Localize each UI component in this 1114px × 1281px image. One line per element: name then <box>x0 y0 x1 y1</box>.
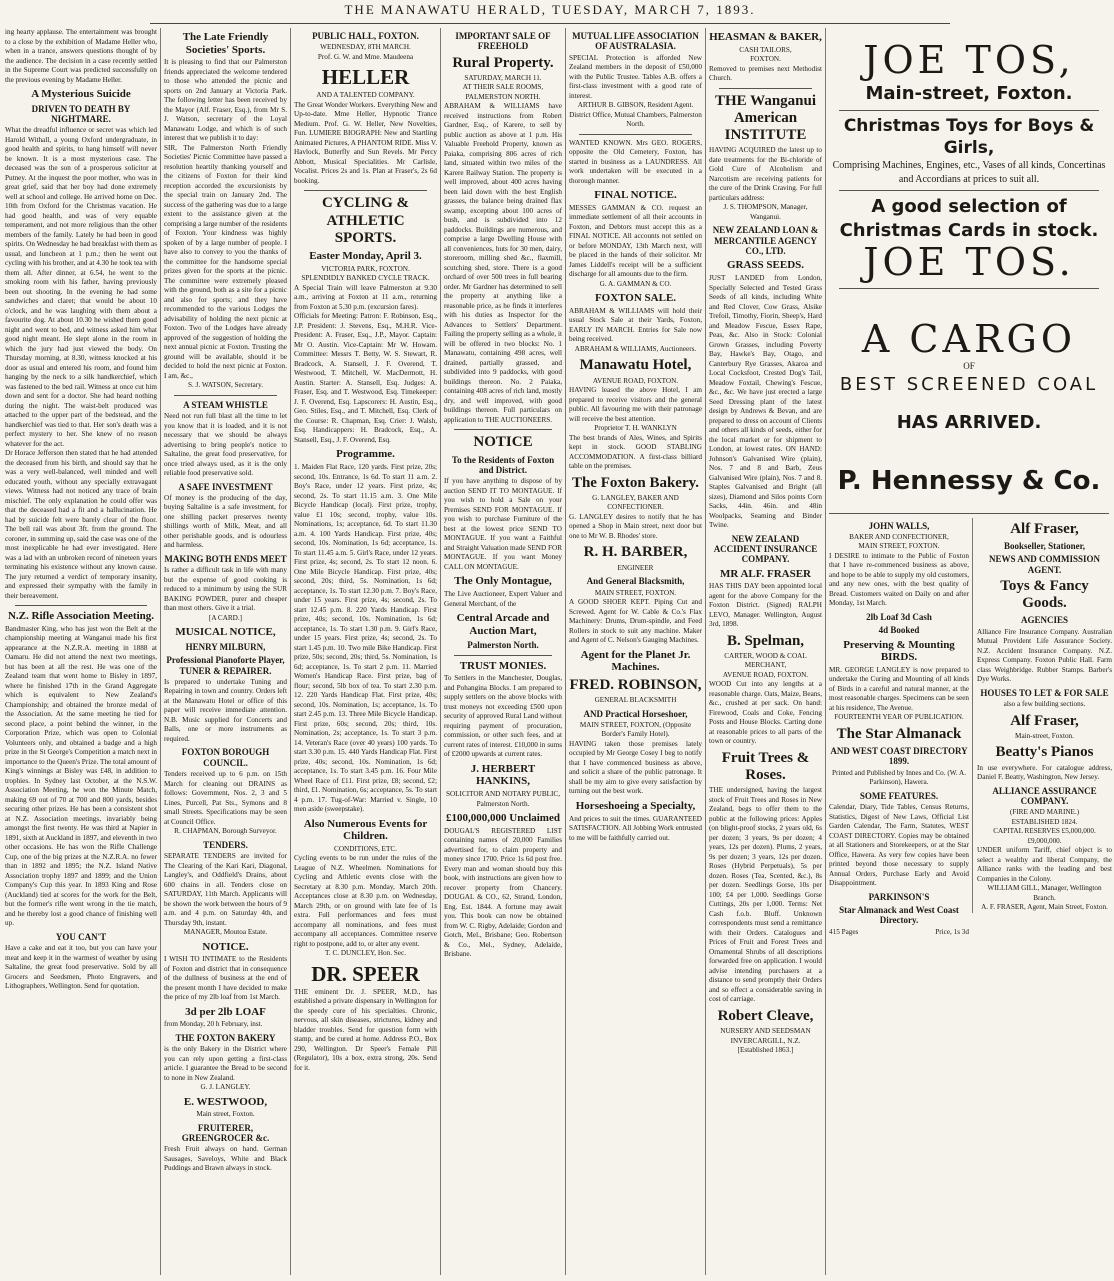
ad-title: Rural Property. <box>452 54 554 71</box>
ad-title: Toys & Fancy Goods. <box>1000 577 1089 612</box>
ad-heading: MUTUAL LIFE ASSOCIATION OF AUSTRALASIA. <box>572 31 699 52</box>
signature: ABRAHAM & WILLIAMS, Auctioneers. <box>574 344 697 353</box>
bread-price: 3d per 2lb LOAF <box>185 1005 266 1018</box>
article-heading: A Mysterious Suicide <box>31 88 131 100</box>
ad-title: CYCLING & ATHLETIC SPORTS. <box>321 195 410 246</box>
ad-body: THE eminent Dr. J. SPEER, M.D., has established a private dispensary in Wellington for the speedy cure of his specialties. Chronic, nervous, all skin diseases, strictures, kidney and bladder troubles. Send for question form with stamp, and be cured at home. Address P.O., Box 290, Wellington. Dr Speer's Female Pill (Regulator), 10s a box, extra strong, 20s. Send for it. <box>294 987 437 1072</box>
signature: A. F. FRASER, Agent, Main Street, Foxton. <box>981 903 1108 912</box>
divider <box>15 605 147 606</box>
column-1 <box>2 28 160 1275</box>
ad-subheading: THE FOXTON BAKERY <box>175 1032 276 1043</box>
ad-price: 4d Booked <box>878 625 920 636</box>
ad-subheading: Main street, Foxton. <box>196 1110 255 1119</box>
ad-heading: TRUST MONIES. <box>459 659 547 672</box>
signature: S. J. WATSON, Secretary. <box>187 381 264 390</box>
ad-body: To Settlers in the Manchester, Douglas, and Pohangina Blocks. I am prepared to supply settlers on the above blocks with trust moneys not exceeding £500 upon security of approved Rural Land without requiring payment of procuration, commission, or other such fees, and at current rates of interest. £10,000 in sums of £2000 upwards at current rates. <box>444 674 562 759</box>
ad-heading: MUSICAL NOTICE, <box>175 626 276 639</box>
ad-title: DR. SPEER <box>311 961 420 986</box>
ad-title: B. Spelman, <box>726 632 805 649</box>
signature: ARTHUR B. GIBSON, Resident Agent. District Office, Mutual Chambers, Palmerston North. <box>569 101 702 129</box>
ad-body: SEPARATE TENDERS are invited for The Clearing of the Kari Kari, Diagonal, Langley's, and Oddfield's Drains, about 600 chains in all. Tenders close on SATURDAY, 11th March. Applicants will be shown the work between the hours of 9 a.m. and 4 p.m. on Saturday 4th, and Thursday 9th, instant. <box>164 852 287 927</box>
ad-title: NOTICE <box>473 434 533 451</box>
ad-body: JUST LANDED from London, Specially Selected and Tested Grass Seeds of all kinds, including White and Red Clover, Cow Grass, Alsike Trefoil, Timothy, Fiorin, Sheep's, Hard and Meadow Fescue, Essex Rape, Peas, &c. Also in Stock: Colonial Grown Grasses, including Poverty Bay, Hawke's Bay, Otago, and Canterbury Rye Grasses, Akaroa and Local Cocksfoot, Crested Dog's Tail, Meadow Foxtail, Chewing's Fescue, &c., &c. We have just erected a large Seed Dressing plant of the latest design by Andrews & Bevan, and are prepared to dress on account of Clients and others all kinds of seeds, either for the local market or for shipment to London, at lowest rates. ON HAND: Johnson's Galvanised Wire (plain), Nos. 7 and 8 and Barb, Zeus Galvanised Wire (plain), Nos. 7 and 8. Staples Galvanised and Bright (all sizes), Diamond and Silos points Corn Sacks, 44in. 46in. and 48in Woolpacks, Seaming and Binder Twine. <box>709 274 822 530</box>
ad-body: DOUGAL'S REGISTERED LIST containing names of 20,000 Families advertised for, to claim property and money since 1700. Price 1s 6d post free. Every man and woman should buy this book, with instructions are given how to recover property from Chancery. DOUGAL & CO., 62, Strand, London, Eng. Est. 1844. A fortune may await you. This book can now be obtained from W. C. Rigby, Adelaide; Gordon and Gotch, Mel., Brisbane; Geo. Robertson & Co., Mel., Sydney, Adelaide, Brisbane. <box>444 826 562 959</box>
divider <box>719 88 812 89</box>
ad-body: HAVING taken those premises lately occupied by Mr George Cosey I beg to notify that I have commenced business as above, and solicit a share of the public patronage. It shall be my aim to give every satisfaction by turning out the best work. <box>569 739 702 796</box>
ad-body: WANTED KNOWN. Mrs GEO. ROGERS, opposite the Old Cemetery, Foxton, has started in business as a LAUNDRESS. All work undertaken will be executed in a thorough manner. <box>569 138 702 185</box>
arrived-heading: HAS ARRIVED. <box>896 411 1042 433</box>
ad-title: Robert Cleave, <box>717 1007 814 1024</box>
ad-footer <box>829 928 969 938</box>
ad-title: R. H. BARBER, <box>583 544 688 561</box>
ad-body: Alliance Fire Insurance Company. Australian Mutual Provident Life Assurance Society. N.Z. Accident Insurance Company. N.Z. Express Company. Foxton Public Hall. Farm class Weighbridge. Rubber Stamps. Barber's Dye Works. <box>977 627 1112 684</box>
ad-subheading: SOLICITOR AND NOTARY PUBLIC, Palmerston North. <box>445 790 561 808</box>
ad-heading: YOU CAN'T <box>55 931 107 942</box>
ad-subheading: FOXTON. <box>750 55 781 64</box>
ad-body: HAS THIS DAY been appointed local agent for the above Company for the Foxton District. (Signed) RALPH LEVO, Manager. Wellington, August 3rd, 1898. <box>709 582 822 629</box>
divider <box>304 190 427 191</box>
column-7 <box>825 28 1112 1275</box>
ad-body: Is rather a difficult task in life with many but the expense of good cooking is reduced to a minimum by using the SUR BAKING POWDER, purer and cheaper than most others. Give it a trial. <box>164 566 287 613</box>
cargo-title: A CARGO <box>861 317 1077 362</box>
ad-subheading: MAIN STREET, FOXTON, (Opposite Border's Family Hotel). <box>579 720 692 739</box>
ad-subheading: G. LANGLEY, BAKER AND CONFECTIONER. <box>592 493 679 512</box>
ad-title: Alf Fraser, <box>1010 520 1079 537</box>
article-body: SIR, The Palmerston North Friendly Societies' Picnic Committee have passed a resolution heartily thanking yourself and the citizens of Foxton for their kind reception accorded the excursionists by the special train on January 2nd. The success of the gathering was due to a large extent to the assistance given at the comprising a large number of the residents of Foxton. Your kindness was highly spoken of by a large number of people. I have also to convey to you the thanks of the committee for the handsome special prizes given for the sports at the picnic. The committee were extremely pleased with the ground, both as a site for a picnic and also for sports; and they have recommended to the various Lodges the advisability of holding the next picnic at Foxton. Two of the Lodges have already approved of the suggestion of holding the next annual picnic at Foxton. Trusting the ground will be available, should it be decided to hold the next picnic at Foxton. I am, &c., <box>164 143 287 380</box>
ad-subheading: AVENUE ROAD, FOXTON. <box>722 670 809 679</box>
ad-body: And prices to suit the times. GUARANTEED SATISFACTION. All Jobbing Work entrusted to me will be faithfully carried out. <box>569 814 702 842</box>
ad-title: HEASMAN & BAKER, <box>709 31 822 43</box>
column-3 <box>290 28 440 1275</box>
ad-heading: FOXTON SALE. <box>594 292 677 305</box>
ad-heading: FINAL NOTICE. <box>594 189 677 202</box>
ad-subheading: Palmerston North. <box>467 640 539 651</box>
ad-heading: TENDERS. <box>203 839 248 850</box>
ad-body: HAVING leased the above Hotel, I am prepared to receive visitors and the general public. All favouring me with their patronage will receive the best attention. <box>569 386 702 423</box>
ad-price: 2lb Loaf 3d Cash <box>866 611 932 622</box>
ad-subheading: Prof. G. W. and Mme. Maudeena <box>317 52 414 61</box>
ad-subheading: also a few building sections. <box>1003 700 1086 709</box>
ad-heading: Horseshoeing a Specialty, <box>575 799 696 812</box>
ad-body: If you have anything to dispose of by auction SEND IT TO MONTAGUE. If you wish to hold a Sale on your Premises SEND FOR MONTAGUE. If you wish to purchase Furniture of the best at the lowest price SEND TO MONTAGUE. If you want a Faithful and Straight Valuation made SEND FOR MONTAGUE. If you want Money CALL ON MONTAGUE. <box>444 477 562 571</box>
ad-body: THE undersigned, having the largest stock of Fruit Trees and Roses in New Zealand, begs to offer them to the public at the following prices: Apples (on blight-proof stocks, 2 years old, 6s per dozen; 3 years, 9s per dozen; 4 years, 12s per dozen). Plums, 2 years, 9s per dozen; 3 years, 12s per dozen. Roses (Hybrid Perpetuals), 5s per dozen. Roses (Tea, Scented, &c.), 8s per dozen. Seedlings Gorse, 10s per 100; £4 per 1,000. Seedlings Gorse Cuttings, 20s per 1,000. Terms: Net Cash f.o.b. Bluff. Unknown correspondents must send a remittance with their Orders. Catalogues and Prices of Fruit and Forest Trees and Ornamental Shrubs of all descriptions forwarded free on application. I would advise intending purchasers at a distance to send promptly their Orders and so effect a considerable saving in cost of carriage. <box>709 786 822 1004</box>
ad-heading: The Only Montague, <box>454 575 552 588</box>
ad-subheading: MR ALF. FRASER <box>720 567 811 580</box>
ad-title: THE Wanganui American INSTITUTE <box>714 92 817 144</box>
signature: MANAGER, Moutoa Estate. <box>183 928 268 937</box>
ad-title: The Foxton Bakery. <box>571 474 700 491</box>
ad-heading: J. HERBERT HANKINS, <box>470 762 536 788</box>
ad-body: The Great Wonder Workers. Everything New and Up-to-date. Mme Heller, Hypnotic Trance Medium. Prof. G. W. Heller, New Novelties, Fun. LUMIERE BIOGRAPH: New and Startling Animated Pictures, A PHANTOM RIDE. Miss V. Havlock, Butterfly and Sun Revels. Mr Percy Abbott, Musical Specialities. Mr Carlisle, Vocalist. Prices 2s and 1s. Plan at Fraser's, 2s 6d booking. <box>294 100 437 185</box>
ad-body: WOOD Cut into any lengths at a reasonable charge. Oats, Maize, Beans, &c., crushed at per sack. On hand: Firewood, Coals and Coke, Fencing Posts and House Blocks. Carting done at reasonable prices to all parts of the town or country. <box>709 680 822 746</box>
ad-heading: Programme. <box>336 448 395 461</box>
article-body: What the dreadful influence or secret was which led Harold Withall, a young Oxford undergraduate, in good health and spirits, to hang himself will never be known. It is a most mysterious case. The deceased was the son of a prosperous solicitor at Putney. At the inquest the poor mother, who was in great grief, said that her boy had done extremely well at school and college. He arrived home on Dec. 10th from Oxford for the Christmas vacation. He had good health, and was of very equable temperament, and not more religious than the other members of the family. Lately he had been in good spirits. On Wednesday he had breakfast with them as usual, and luncheon at 1 p.m.; then he went out cycling with his brother, and at 4.30 he took tea with them all. After dinner, at 6.54, he went to the smoking room with his father, having previously been out shooting. In the evening he had some sandwiches and claret; that would be about 10 o'clock, and he was laughing with them about a favourite dog. At about 10.30 he wished them good night and went to bed, and witness asked him what good night meant. He slept alone in the room in which the jury had just viewed the body. On Thursday morning, at 8.30, witness knocked at his door as usual and entered his room, and found him hanging by the neck to a silk handkerchief, which was fastened to the bed rail. Witness at once cut him down and sent for a doctor. She had heard nothing during the night. The waist-belt produced was attached to the upper part of the bedstead, and the handkerchief was tied to that. Her son's death was a perfect mystery to her. She knew of no reason whatever for the act. <box>5 126 157 448</box>
ad-subheading: [Established 1863.] <box>737 1046 794 1055</box>
ad-subheading: And General Blacksmith, <box>586 576 685 587</box>
ad-subheading: MAIN STREET, FOXTON. <box>858 542 940 551</box>
ad-subheading: Star Almanack and West Coast Directory. <box>839 905 959 926</box>
article-intro: ing hearty applause. The entertainment was brought to a close by the exhibition of Madame Heller who, when in a trance, answers questions thought of by the audience. The decision in a case recently settled in the Supreme Court was predicted successfully on the previous evening by Madame Heller. <box>5 28 157 84</box>
article-heading: The Late Friendly Societies' Sports. <box>182 31 269 56</box>
ad-subheading: ESTABLISHED 1824. <box>1011 817 1078 826</box>
ad-heading: NEW ZEALAND ACCIDENT INSURANCE COMPANY. <box>713 533 818 565</box>
ad-heading: E. WESTWOOD, <box>183 1095 268 1108</box>
ad-title: Beatty's Pianos <box>995 744 1094 761</box>
divider <box>454 655 552 656</box>
ad-title: JOHN WALLS, <box>868 520 930 531</box>
ad-subheading: Main-street, Foxton. <box>1015 731 1074 740</box>
divider <box>174 395 277 396</box>
ad-body: 1. Maiden Flat Race, 120 yards. First prize, 20s; second, 10s. Entrance, 1s 6d. To start 11 a.m. 2. Boy's Race, under 12 years. First prize, 4s; second, 2s. To start 11.15 a.m. 3. One Mile Bicycle Handicap (local). First prize, trophy, value £1 10s; second, trophy, value 10s. Nominations, 1s; acceptance, 6d. To start 11.30 a.m. 4. 100 Yards Handicap. First prize, 40s; second, 10s. Nomination, 1s 6d; acceptance, 1s. To start 11.45 a.m. 5. Girl's Race, under 12 years. First prize, 4s; second, 2s. To start 12 noon. 6. One Mile Bicycle Handicap. First prize, 40s; second, 20s; third, 5s. Nomination, 1s 6d; acceptance, 1s. To start 12.30 p.m. 7. Boy's Race, under 15 years. First prize, 4s; second, 2s. To start 12.45 p.m. 8. 220 Yards Handicap. First prize, 40s; second, 10s. Nomination, 1s 6d; acceptance, 1s. To start 1.30 p.m. 9. Girl's Race, under 15 years. First prize, 4s; second, 2s. To start 1.45 p.m. 10. Two mile Bike Handicap. First prize, 50s; second, 20s; third, 5s. Nomination, 1s 6d; acceptance, 1s. To start 2 p.m. 11. Married Women's Handicap Race. First prize, bag of flour; second, 5lb box of tea. To start 2.30 p.m. 12. 220 Yards Handicap Flat. First prize, 40s; second, 10s. Nomination, 1s; acceptance, 1s. To start 2.45 p.m. 13. Three Mile Bicycle Handicap. First prize, 60s; second, 20s; third, 10s. Nomination, 2s; acceptance, 1s. To start 3 p.m. 14. Veteran's Race (over 40 years) 100 yards. To start 3.30 p.m. 15. 440 Yards Handicap Flat. First prize, 40s; second, 10s. Nomination, 1s 6d; acceptance, 1s. To start 3.45 p.m. 16. Four Mile Wheel Race of £11. First prize, £8; second, £2; third, £1. Nomination, 6s; acceptance, 5s. To start 4 p.m. 17. Tug-of-War: Married v. Single, 10 men aside (sweepstake). <box>294 463 437 814</box>
ad-heading: A STEAM WHISTLE <box>183 399 268 410</box>
signature: WILLIAM GILL, Manager, Wellington Branch. <box>987 884 1102 902</box>
ad-body: G. LANGLEY desires to notify that he has opened a Shop in Main street, next door but one to Mr W. B. Rhodes' store. <box>569 512 702 540</box>
article-body: It is pleasing to find that our Palmerston friends appreciated the welcome tendered to those who attended the picnic and sports on 2nd January at Victoria Park. The following letter has been received by the Mayor (Alf. Fraser, Esq.), from Mr S. J. Watson, secretary of the Loyal Manawatu Lodge, and which is of such interest that we publish it to day: <box>164 58 287 143</box>
joe-tos-title: JOE TOS, <box>863 38 1075 82</box>
ad-title: The Star Almanack <box>836 725 962 742</box>
divider <box>839 190 1099 191</box>
ad-body: Of money is the producing of the day, buying Saltaline is a safe investment, for one shilling packet preserves twenty shillings worth of Milk, Meat, and all other perishable goods, and is odourless and harmless. <box>164 493 287 550</box>
ad-title: FRED. ROBINSON, <box>569 676 702 693</box>
ad-body: Cycling events to be run under the rules of the League of N.Z. Wheelmen. Nominations for Cycling and Athletic events close with the Secretary at 8.30 p.m. Monday, March 20th. Acceptances close at 8.30 p.m. on Wednesday, March 29th, or on ground with late fee of 1s extra. Full performances and fees must accompany all nominations, and fees must accompany all acceptances. Committee reserve right to postpone, add to, or alter any event. <box>294 854 437 948</box>
ad-subheading: GENERAL BLACKSMITH <box>594 696 677 705</box>
divider <box>839 110 1099 111</box>
joe-tos-address: Main-street, Foxton. <box>865 82 1073 104</box>
coal-heading: BEST SCREENED COAL <box>839 373 1099 395</box>
cargo-of: OF <box>963 360 975 371</box>
ad-body: Officials for Meeting: Patron: F. Robinson, Esq., J.P. President: J. Stevens, Esq., M.H.R. Vice-President: A. Fraser, Esq., J.P., Mayor. Captain: Mr O. Austin. Vice-Captain: Mr W. Howam. Committee: Messrs T. Betty, W. S. Stewart, R. Bradcock, A. Stansell, J. F. Overend, T. Westwood, T. Mitchell, W. MacDermott, H. Austin. Starter: A. Stansell, Esq. Judges: A. Fraser, Esq. and T. Westwood, Esq. Timekeeper: J. F. Overend, Esq. Lapscorers: H. Austin, Esq., Geo. Stiles, Esq., and T. Mitchell, Esq. Clerk of the Course: R. Chapman, Esq. Crier: J. Walsh, Esq. Handicappers: H. Bradcock, Esq., A. Stansell, Esq., J. F. Overend, Esq. <box>294 312 437 444</box>
left-ads <box>829 518 969 938</box>
ad-subheading: CARTER, WOOD & COAL MERCHANT, <box>724 651 807 670</box>
ad-heading: Also Numerous Events for Children. <box>303 817 428 843</box>
ad-body: MESSES GAMMAN & CO. request an immediate settlement of all their accounts in Foxton, and Debtors must accept this as a FINAL NOTICE. All accounts not settled on or before MONDAY, 13th March next, will be placed in the hands of their solicitor. Mr James Liddell's receipt will be a sufficient discharge for all amounts due to the firm. <box>569 203 702 279</box>
ad-subheading: CONDITIONS, ETC. <box>334 844 397 853</box>
ad-heading: A SAFE INVESTMENT <box>178 481 273 492</box>
ad-body: Have a cake and eat it too, but you can have your meat and keep it in the warmest of weather by using Saltaline, the great food preservative. Sold by all Grocers and Seedsmen, Photo Engravers, and Lithographers, Wellington. Send for quotation. <box>5 944 157 991</box>
ad-subheading: CAPITAL RESERVES £5,000,000. £9,000,000. <box>993 827 1096 845</box>
ad-heading: Agent for the Planet Jr. Machines. <box>580 648 691 674</box>
divider <box>839 288 1099 289</box>
ad-heading: £100,000,000 Unclaimed <box>446 812 560 825</box>
ad-subheading: NURSERY AND SEEDSMAN INVERCARGILL, N.Z. <box>720 1027 811 1045</box>
ad-heading: NEW ZEALAND LOAN & MERCANTILE AGENCY CO., LTD. <box>712 225 819 257</box>
signature: T. C. DUNCLEY, Hon. Sec. <box>325 949 406 958</box>
ad-subheading: PARKINSON'S <box>868 891 930 902</box>
ad-title: Fruit Trees & Roses. <box>721 749 810 784</box>
ad-heading: MAKING BOTH ENDS MEET <box>164 553 287 564</box>
ad-body: ABRAHAM & WILLIAMS have received instructions from Robert Gardner, Esq., of Karere, to sell by public auction as above at 1 p.m. His Valuable Freehold Property, known as Paiaka, comprising 806 acres of rich land, situated within two miles of the Karere Railway Station. The property is well improved, about 400 acres having been laid down with the best English grasses, the balance being drained flax swamp, excepting about 100 acres of bush, and is subdivided into 12 paddocks. Buildings are numerous, and comprise a large Dwelling House with all conveniences, huts for 30 men, dairy, storeroom, milling shed &c., flaxmill, scutching shed, store. There is a good orchard of over 500 trees in full bearing order. Mr Gardner has determined to sell the property at anything like a reasonable price, as he finds it interferes with his duties as Inspector for the Advances to Settlers' Department. Failing the property selling as a whole, it will be offered in two blocks: No. 1 Manawatu, containing 498 acres, well drained, partially grassed, and subdivided into 9 paddocks, with good buildings thereon. No. 2 Paiaka, containing 408 acres of rich land, mostly dry, and well improved, with good buildings thereon. Full particulars on application to THE AUCTIONEERS. <box>444 102 562 424</box>
ad-subheading: AND A TALENTED COMPANY. <box>316 91 415 100</box>
ad-subheading: NEWS AND COMMISSION AGENT. <box>988 554 1100 575</box>
ad-subheading: BAKER AND CONFECTIONER, <box>849 532 949 541</box>
ad-subheading: FOURTEENTH YEAR OF PUBLICATION. <box>834 713 964 722</box>
ad-subheading: CASH TAILORS, <box>739 45 792 54</box>
ad-subheading: ENGINEER <box>617 563 654 572</box>
signature: R. CHAPMAN, Borough Surveyor. <box>174 827 277 836</box>
ad-subheading: FRUITERER, GREENGROCER &c. <box>181 1122 270 1144</box>
ad-subheading: AND Practical Horseshoer, <box>583 708 688 719</box>
ad-subheading: VICTORIA PARK, FOXTON. <box>321 264 410 273</box>
column-6 <box>705 28 825 1275</box>
ad-body: HAVING ACQUIRED the latest up to date treatments for the Bi-chloride of Gold Cure of Alcoholism and Narcotism are receiving patients for the cure of the Drink Craving. For full particulars address: <box>709 146 822 202</box>
ad-body: ABRAHAM & WILLIAMS will hold their usual Stock Sale at their Yards, Foxton, EARLY IN MARCH. Entries for Sale now being received. <box>569 306 702 344</box>
ad-heading: PUBLIC HALL, FOXTON. <box>312 31 419 41</box>
ad-subheading: Printed and Published by Innes and Co. (W. A. Parkinson), Hawera. <box>831 768 967 787</box>
ad-body: UNDER uniform Tariff, chief object is to select a wealthy and liberal Company, the Alliance ranks with the leading and best Companies in the Colony. <box>977 846 1112 883</box>
ad-subheading: To the Residents of Foxton and District. <box>451 454 555 476</box>
ad-body: I DESIRE to intimate to the Public of Foxton that I have re-commenced business as above, and hope to be able to supply my old customers, and any new ones, with the best quality of Bread. Customers waited on Daily on and after Monday, 1st March. <box>829 551 969 608</box>
ad-subheading: AT THEIR SALE ROOMS, PALMERSTON NORTH. <box>462 83 544 101</box>
ad-body: Fresh Fruit always on hand. German Sausages, Saveloys, White and Black Puddings and Brawn always in stock. <box>164 1145 287 1173</box>
article-body: Dr Horace Jefferson then stated that he had attended the deceased from his birth, and should say that he was a very well-balanced, well minded and well educated youth, without any specially extravagant views. Witness had not noticed any trace of brain mischief. The only explanation he could offer was that the deceased had a fit and a hallucination. He had by suicide felt were barely clear of the floor. The bell rail was about 3ft. from the ground. The coroner, in summing up, said the case was one of the most inexplicable he had ever investigated. Here was a lad with an unbroken record of nineteen years terminating his existence without any known cause. The jury returned a verdict of temporary insanity, and expressed their sympathy with the family in their bereavement. <box>5 449 157 600</box>
ad-subheading: AGENCIES <box>1020 615 1068 626</box>
lower-ads <box>829 514 1112 1154</box>
christmas-toys-heading: Christmas Toys for Boys & Girls, <box>843 115 1095 158</box>
ad-heading: FOXTON BOROUGH COUNCIL. <box>181 747 270 768</box>
article-body: Bandmaster King, who has just won the Belt at the championship meeting at Wanganui made his first appearance at the N.Z.R.A. meeting in 1888 at Oamaru. He did not attend the next two meetings, but has been at all the rest. He was one of the Zealand team that went home to Bisley in 1897, where he finished 17th in the Grand Aggregate which is equivalent to New Zealand's Championship; and obtained the bronze medal of the Association. At the same meeting he tied for second place, a point behind the winner, in the Corporation Prize, which was open to Colonial Volunteers only, and obtained a badge and a high prize in the St George's Competition a match next in importance to the Queen's Prize. The total amount of King's winnings at Bisley was £48, in addition to trophies. In Sydney last October, at the N.S.W. Association Meeting, he won the Minute Match, making 69 out of 70 at 700 and 800 yards, besides securing other prizes. He has been a consistent shot at N.Z. Association meetings, invariably being amongst the first twenty. He was third at Napier in 1891, sixth at Auckland in 1897, and eleventh in two other occasions. He has won the Rifle Challenge Cup, one of the big prizes at the N.Z.R.A. no fewer than in 1892 and 1895; the N.Z. Island Native Association trophy 1897 and 1899; and the Union Company's Cup this year. In 1893 King and Rose (Auckland) tied at scores for the work for the Belt, but the former's rifle went wrong in the tie match, and he thereby lost a good chance of finishing well up. <box>5 624 157 928</box>
ad-title: Alf Fraser, <box>1010 712 1079 729</box>
ad-subheading: MAIN STREET, FOXTON. <box>594 588 677 597</box>
masthead: THE MANAWATU HERALD, TUESDAY, MARCH 7, 1893. <box>150 2 950 24</box>
signature: J. S. THOMPSON, Manager, Wanganui. <box>723 203 808 221</box>
right-ads <box>972 518 1112 913</box>
ad-body: Is prepared to undertake Tuning and Repairing in town and country. Orders left at the Manawatu Hotel or office of this paper will receive immediate attention. N.B. Music supplied for Concerts and Balls, one or more instruments as required. <box>164 677 287 743</box>
column-5 <box>565 28 705 1275</box>
ad-subheading: GRASS SEEDS. <box>726 259 805 272</box>
ad-body: MR. GEORGE LANGLEY is now prepared to undertake the Curing and Mounting of all kinds of Birds in a careful and natural manner, at the most reasonable charges. Specimens can be seen at his residence, The Avenue. <box>829 665 969 712</box>
column-4 <box>440 28 565 1275</box>
ad-body: In use everywhere. For catalogue address, Daniel F. Beatty, Washington, New Jersey. <box>977 763 1112 782</box>
card-label: [A CARD.] <box>208 613 243 622</box>
divider <box>454 429 552 430</box>
ad-heading: NOTICE. <box>202 940 249 953</box>
column-2 <box>160 28 290 1275</box>
ad-subheading: AND WEST COAST DIRECTORY 1899. <box>830 746 968 767</box>
ad-subheading: SPLENDIDLY BANKED CYCLE TRACK. <box>301 274 430 283</box>
ad-body: The Live Auctioneer, Expert Valuer and General Merchant, of the <box>444 590 562 608</box>
ad-body: is the only Bakery in the District where you can rely upon getting a first-class article. I guarantee the Bread to be second to none in New Zealand. <box>164 1045 287 1082</box>
ad-subheading: HENRY MILBURN, <box>185 641 266 652</box>
ad-body: Need not run full blast all the time to let you know that it is loaded, and it is not necessary that we should be always advertising to bring people's notice to Saltaline, the great food preservative, for once tried always used, as it is the only reliable food preservative sold. <box>164 412 287 478</box>
ad-subheading: HOUSES TO LET & FOR SALE <box>980 687 1109 698</box>
ad-heading: IMPORTANT SALE OF FREEHOLD <box>455 31 551 52</box>
signature: G. J. LANGLEY. <box>200 1083 251 1092</box>
signature: Proprietor T. H. WANKLYN <box>594 424 677 433</box>
ad-body: Calendar, Diary, Tide Tables, Census Returns, Statistics, Digest of New Laws, Official List Garden Calendar, The Farm, Statutes, WEST COAST DIRECTORY. Copies may be obtained at all Stationers and Storekeepers, or at the Star Office, Hawera. As very few copies have been printed beyond those necessary to supply Annual Orders, Purchase Early and Avoid Disappointment. <box>829 803 969 888</box>
ad-title: Manawatu Hotel, <box>579 357 692 374</box>
ad-title: Preserving & Mounting BIRDS. <box>843 638 955 664</box>
hennessy-title: P. Hennessy & Co. <box>837 466 1101 497</box>
ad-body: SPECIAL Protection is afforded New Zealand members in the deposit of £50,000 with the Public Trustee. Tables A.B. offers a first-class investment with a good rate of interest. <box>569 53 702 100</box>
page-count: 415 Pages <box>829 927 859 936</box>
divider <box>579 134 692 135</box>
ad-body: Tenders received up to 6 p.m. on 15th March for cleaning out DRAINS as follows: Government, Nos. 2, 3 and 5 Lines, Purcell, Pat Sts., Symons and 8 small Streets. Specifications may be seen at Council Office. <box>164 770 287 826</box>
article-subheading: DRIVEN TO DEATH BY NIGHTMARE. <box>31 103 131 124</box>
ad-title: HELLER <box>321 65 410 90</box>
ad-body: I WISH TO INTIMATE to the Residents of Foxton and district that in consequence of the dullness of business at the end of the present month I have decided to make the price of my 2lb loaf from 1st March. <box>164 955 287 1002</box>
christmas-toys-body: Comprising Machines, Engines, etc., Vases of all kinds, Concertinas and Accordians at prices to suit all. <box>832 160 1106 185</box>
ad-subheading: Professional Pianoforte Player, TUNER & REPAIRER. <box>166 655 285 676</box>
article-heading: N.Z. Rifle Association Meeting. <box>7 610 155 623</box>
ad-subheading: Bookseller, Stationer, <box>1003 540 1086 551</box>
ad-subheading: (FIRE AND MARINE.) <box>1009 808 1080 817</box>
cards-heading: A good selection of Christmas Cards in stock. <box>839 195 1099 241</box>
joe-tos-title: JOE TOS. <box>863 240 1075 285</box>
ad-subheading: AVENUE ROAD, FOXTON. <box>592 376 679 385</box>
ad-date: SATURDAY, MARCH 11. <box>464 73 542 82</box>
ad-heading: Central Arcade and Auction Mart, <box>456 612 550 637</box>
ad-body: Removed to premises next Methodist Church. <box>709 64 822 83</box>
ad-date: WEDNESDAY, 8TH MARCH. <box>320 43 411 52</box>
ad-subheading: SOME FEATURES. <box>859 790 939 801</box>
ad-body: The best brands of Ales, Wines, and Spirits kept in stock. GOOD STABLING ACCOMMODATION. A first-class billiard table on the premises. <box>569 433 702 471</box>
ad-body: from Monday, 20 h February, inst. <box>164 1020 263 1029</box>
ad-body: A GOOD SHOER KEPT. Piping Cut and Screwed. Agent for W. Cable & Co.'s Flax Machinery: Drums, Drum-spindle, and Feed Rollers in stock to suit any machine. Maker and Agent of C. Nelson's Gauging Machines. <box>569 598 702 645</box>
ad-heading: ALLIANCE ASSURANCE COMPANY. <box>992 785 1097 806</box>
ad-body: A Special Train will leave Palmerston at 9.30 a.m., arriving at Foxton at 11 a.m., returning from Foxton at 5.30 p.m. (excursion fares). <box>294 283 437 311</box>
signature: G. A. GAMMAN & CO. <box>599 279 672 288</box>
ad-subheading: Easter Monday, April 3. <box>309 250 422 263</box>
price: Price, 1s 3d <box>935 927 969 936</box>
